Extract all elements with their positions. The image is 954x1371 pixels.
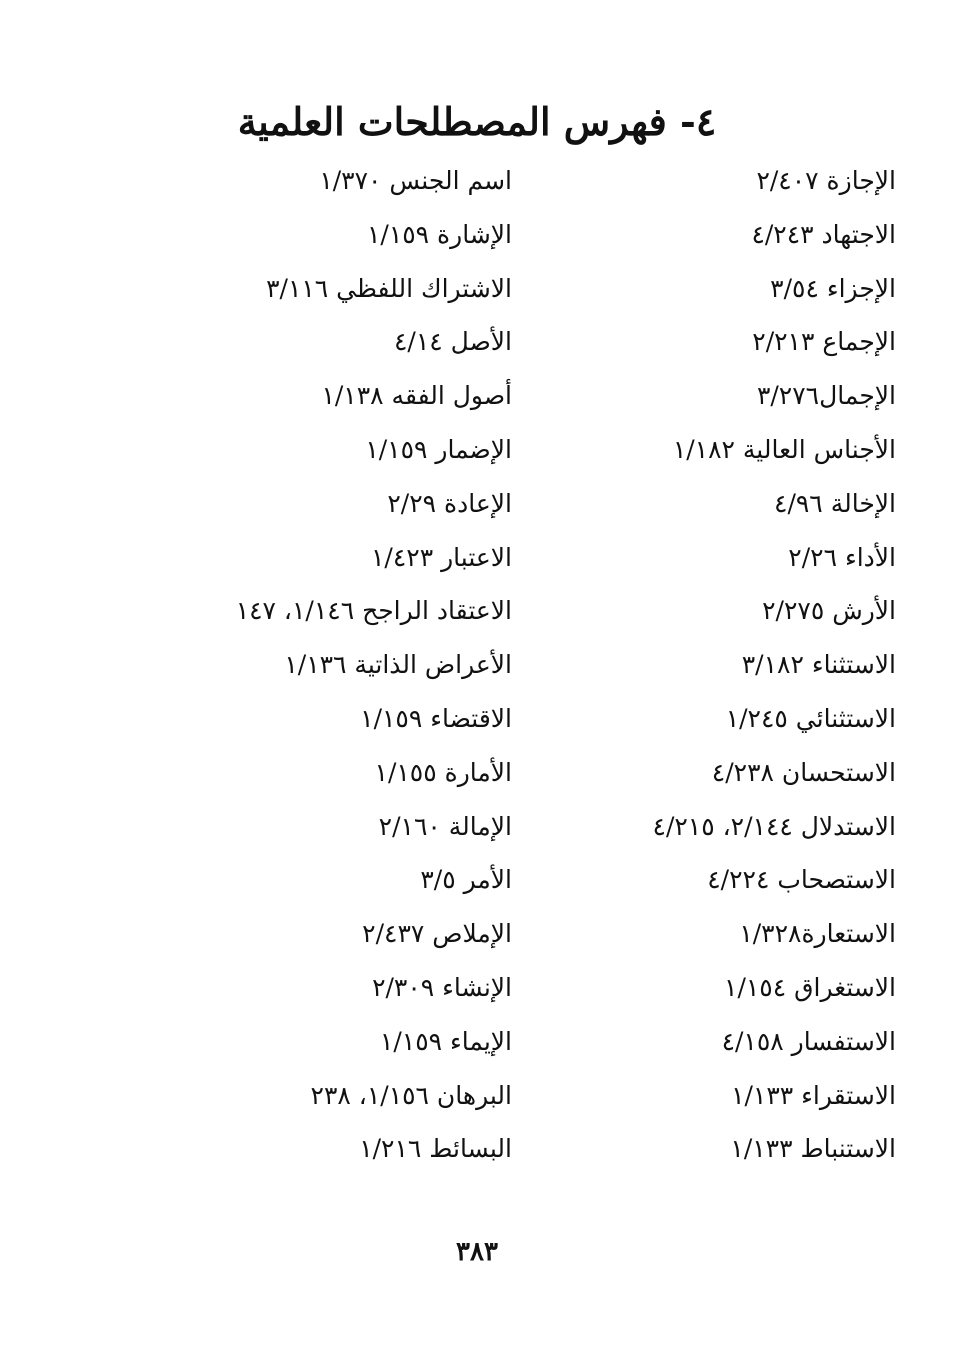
index-entry: الإمالة ٢/١٦٠ <box>378 811 512 841</box>
index-entry: الاستثنائي ١/٢٤٥ <box>725 703 896 733</box>
index-entry: الاجتهاد ٤/٢٤٣ <box>751 219 896 249</box>
index-entry: البسائط ١/٢١٦ <box>359 1134 512 1164</box>
index-entry: الإعادة ٢/٢٩ <box>387 488 512 518</box>
index-entry: الاستدلال ٢/١٤٤، ٤/٢١٥ <box>652 811 896 841</box>
index-entry: الاشتراك اللفظي ٣/١١٦ <box>266 273 512 303</box>
terms-column-left <box>192 154 512 1176</box>
index-entry: الإنشاء ٢/٣٠٩ <box>372 972 512 1002</box>
index-entry: الاستصحاب ٤/٢٢٤ <box>707 865 896 895</box>
index-entry: الاستنباط ١/١٣٣ <box>730 1134 896 1164</box>
terms-column-right <box>536 154 896 1176</box>
index-entry: الإشارة ١/١٥٩ <box>366 219 512 249</box>
index-entry: الإجازة ٢/٤٠٧ <box>756 166 896 195</box>
index-entry: الاعتقاد الراجح ١/١٤٦، ١٤٧ <box>235 596 512 626</box>
index-entry: الأصل ٤/١٤ <box>393 327 512 357</box>
index-entry: أصول الفقه ١/١٣٨ <box>321 381 512 411</box>
index-entry: الاستعارة١/٣٢٨ <box>739 919 896 949</box>
index-entry: الاقتضاء ١/١٥٩ <box>360 703 512 733</box>
index-entry: الأمارة ١/١٥٥ <box>374 757 512 787</box>
index-entry: الأرش ٢/٢٧٥ <box>762 596 896 626</box>
index-entry: الإيماء ١/١٥٩ <box>379 1026 512 1056</box>
page-number: ٣٨٣ <box>456 1237 498 1267</box>
index-entry: الإجزاء ٣/٥٤ <box>770 273 896 303</box>
index-entry: الاعتبار ١/٤٢٣ <box>371 542 512 572</box>
index-entry: الأعراض الذاتية ١/١٣٦ <box>284 650 512 680</box>
index-entry: الاستغراق ١/١٥٤ <box>724 972 896 1002</box>
index-entry: اسم الجنس ١/٣٧٠ <box>319 166 512 195</box>
index-entry: الاستقراء ١/١٣٣ <box>731 1080 896 1110</box>
index-entry: الإجمال٣/٢٧٦ <box>756 381 896 411</box>
index-entry: الأمر ٣/٥ <box>420 865 512 895</box>
index-entry: البرهان ١/١٥٦، ٢٣٨ <box>310 1080 512 1110</box>
index-entry: الإملاص ٢/٤٣٧ <box>362 919 512 949</box>
index-entry: الإجماع ٢/٢١٣ <box>752 327 896 357</box>
index-entry: الأجناس العالية ١/١٨٢ <box>672 434 896 464</box>
index-entry: الإخالة ٤/٩٦ <box>774 488 896 518</box>
index-entry: الإضمار ١/١٥٩ <box>365 434 512 464</box>
index-entry: الاستفسار ٤/١٥٨ <box>721 1026 896 1056</box>
index-entry: الأداء ٢/٢٦ <box>788 542 896 572</box>
index-entry: الاستحسان ٤/٢٣٨ <box>711 757 896 787</box>
index-title: ٤- فهرس المصطلحات العلمية <box>237 99 717 144</box>
index-entry: الاستثناء ٣/١٨٢ <box>741 650 896 680</box>
